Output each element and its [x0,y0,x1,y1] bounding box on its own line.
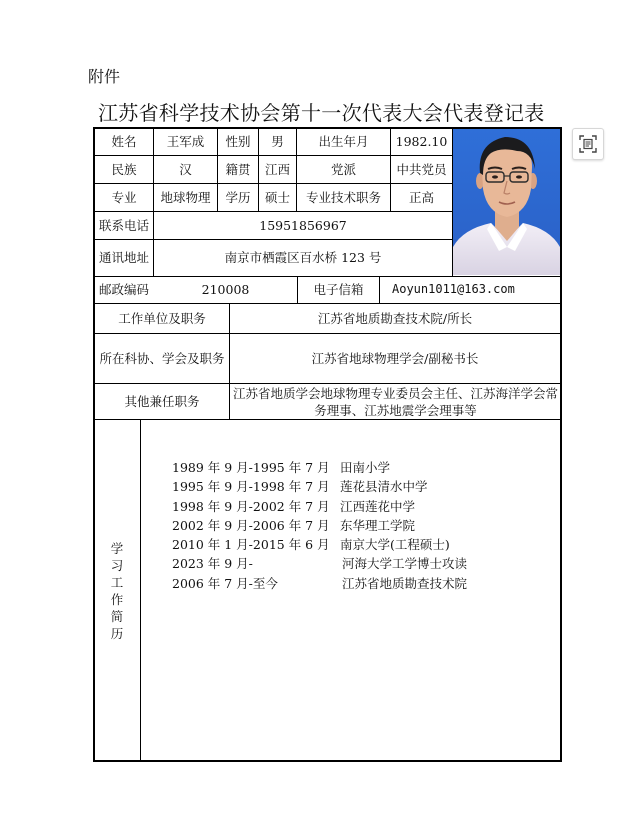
other-duties-value: 江苏省地质学会地球物理专业委员会主任、江苏海洋学会常务理事、江苏地震学会理事等 [232,385,558,418]
history-item [172,497,467,516]
history-item [172,554,467,573]
history-date: 2006 年 7 月-至今 [172,575,278,591]
native-place-value: 江西 [264,161,290,177]
association-label: 所在科协、学会及职务 [99,350,225,366]
history-item [172,516,467,535]
attachment-label: 附件 [88,67,121,86]
party-label: 党派 [330,161,356,177]
history-item [172,574,467,593]
history-item [172,458,467,477]
document-scan-button[interactable] [572,128,604,160]
name-label: 姓名 [111,134,137,149]
resume-label [93,419,141,762]
history-date: 2023 年 9 月- [172,556,253,572]
education-value: 硕士 [264,189,290,205]
tech-title-value: 正高 [408,189,434,205]
name-value: 王军成 [166,134,205,149]
history-date: 1995 年 9 月-1998 年 7 月 [172,479,330,495]
address-label: 通讯地址 [98,250,149,265]
history-place: 东华理工学院 [340,517,416,533]
phone-label: 联系电话 [98,217,149,233]
other-duties-label: 其他兼任职务 [124,393,200,409]
resume-label-char: 习 [110,557,124,573]
resume-label-char: 简 [110,608,124,624]
work-value: 江苏省地质勘查技术院/所长 [317,310,473,326]
history-date: 1998 年 9 月-2002 年 7 月 [172,498,330,514]
major-label: 专业 [111,189,137,205]
portrait-photo [453,129,560,275]
history-date: 2010 年 1 月-2015 年 6 月 [172,537,330,553]
portrait-photo-image [453,129,560,275]
work-label: 工作单位及职务 [118,310,206,326]
document-scan-icon [579,135,597,153]
resume-label-char: 作 [110,591,124,607]
history-item [172,535,467,554]
phone-value: 15951856967 [259,217,347,233]
party-value: 中共党员 [396,161,447,177]
resume-label-char: 历 [110,625,124,641]
native-place-label: 籍贯 [225,161,251,177]
ethnicity-value: 汉 [179,161,192,177]
postcode-label: 邮政编码 [98,282,149,297]
email-label: 电子信箱 [313,282,364,297]
address-value: 南京市栖霞区百水桥 123 号 [224,250,382,265]
resume-label-char: 学 [110,540,124,556]
education-label: 学历 [225,189,251,205]
history-item [172,477,467,496]
history-place: 田南小学 [340,460,391,475]
email-value: Aoyun1011@163.com [392,282,515,297]
resume-history [172,458,467,593]
birth-value: 1982.10 [395,134,448,149]
major-value: 地球物理 [160,189,211,205]
birth-label: 出生年月 [318,134,369,149]
postcode-value: 210008 [201,282,250,297]
history-place: 江西莲花中学 [340,498,416,514]
ethnicity-label: 民族 [111,161,137,177]
tech-title-label: 专业技术职务 [305,189,381,205]
resume-label-char: 工 [110,574,124,590]
history-place: 南京大学(工程硕士) [340,537,450,553]
form-title: 江苏省科学技术协会第十一次代表大会代表登记表 [98,101,545,125]
history-place: 河海大学工学博士攻读 [342,556,468,572]
history-place: 莲花县清水中学 [340,479,428,495]
history-date: 1989 年 9 月-1995 年 7 月 [172,460,330,475]
history-date: 2002 年 9 月-2006 年 7 月 [172,517,330,533]
association-value: 江苏省地球物理学会/副秘书长 [311,350,479,366]
gender-value: 男 [271,134,284,149]
gender-label: 性别 [225,134,251,149]
history-place: 江苏省地质勘查技术院 [342,575,468,591]
